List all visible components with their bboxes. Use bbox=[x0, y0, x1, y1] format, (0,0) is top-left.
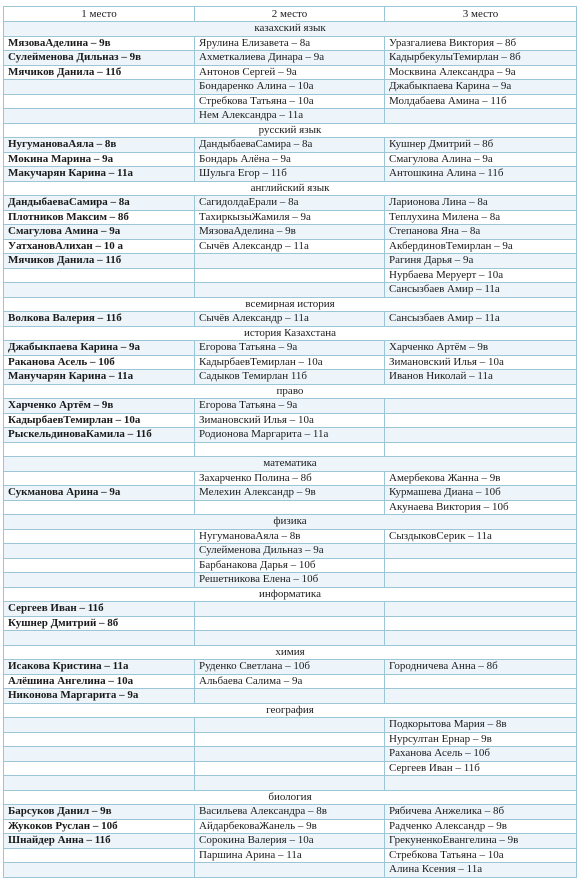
first-place-cell: ДандыбаеваСамира – 8а bbox=[4, 196, 195, 211]
third-place-cell: Нурсултан Ернар – 9в bbox=[385, 732, 577, 747]
second-place-cell: ТахиркызыЖамиля – 9а bbox=[195, 210, 385, 225]
third-place-cell: Подкорытова Мария – 8в bbox=[385, 718, 577, 733]
first-place-cell: Барсуков Данил – 9в bbox=[4, 805, 195, 820]
first-place-cell bbox=[4, 776, 195, 791]
table-row bbox=[4, 776, 577, 791]
third-place-cell: Раханова Асель – 10б bbox=[385, 747, 577, 762]
first-place-cell: УатхановАлихан – 10 а bbox=[4, 239, 195, 254]
second-place-cell: Ярулина Елизавета – 8а bbox=[195, 36, 385, 51]
third-place-cell bbox=[385, 602, 577, 617]
first-place-cell bbox=[4, 471, 195, 486]
third-place-cell: Нурбаева Меруерт – 10а bbox=[385, 268, 577, 283]
table-row bbox=[4, 36, 577, 51]
second-place-cell: Альбаева Салима – 9а bbox=[195, 674, 385, 689]
table-row bbox=[4, 674, 577, 689]
third-place-cell: Теплухина Милена – 8а bbox=[385, 210, 577, 225]
results-table-body bbox=[4, 7, 577, 878]
results-document bbox=[3, 6, 577, 878]
subject-title: информатика bbox=[4, 587, 577, 602]
table-row bbox=[4, 355, 577, 370]
second-place-cell: МязоваАделина – 9в bbox=[195, 225, 385, 240]
subject-title: физика bbox=[4, 515, 577, 530]
table-row bbox=[4, 341, 577, 356]
first-place-cell bbox=[4, 283, 195, 298]
second-place-cell: НугумановаАяла – 8в bbox=[195, 529, 385, 544]
second-place-cell bbox=[195, 631, 385, 646]
third-place-cell: Городничева Анна – 8б bbox=[385, 660, 577, 675]
first-place-cell: Смагулова Амина – 9а bbox=[4, 225, 195, 240]
table-row bbox=[4, 413, 577, 428]
table-row bbox=[4, 500, 577, 515]
subject-title: химия bbox=[4, 645, 577, 660]
second-place-cell: СагидолдаЕрали – 8а bbox=[195, 196, 385, 211]
third-place-cell bbox=[385, 399, 577, 414]
second-place-cell: Зимановский Илья – 10а bbox=[195, 413, 385, 428]
table-row bbox=[4, 718, 577, 733]
third-place-cell: СыздыковСерик – 11а bbox=[385, 529, 577, 544]
first-place-cell bbox=[4, 761, 195, 776]
table-row bbox=[4, 819, 577, 834]
first-place-cell: Алёшина Ангелина – 10а bbox=[4, 674, 195, 689]
third-place-cell: Зимановский Илья – 10а bbox=[385, 355, 577, 370]
second-place-cell: Ахметкалиева Динара – 9а bbox=[195, 51, 385, 66]
table-row bbox=[4, 51, 577, 66]
third-place-cell: Рагиня Дарья – 9а bbox=[385, 254, 577, 269]
second-place-cell: Егорова Татьяна – 9а bbox=[195, 399, 385, 414]
third-place-cell bbox=[385, 413, 577, 428]
second-place-cell: Мелехин Александр – 9в bbox=[195, 486, 385, 501]
third-place-cell: Смагулова Алина – 9а bbox=[385, 152, 577, 167]
table-row bbox=[4, 196, 577, 211]
first-place-cell: Мячиков Данила – 11б bbox=[4, 254, 195, 269]
table-row bbox=[4, 848, 577, 863]
first-place-cell: Джабыкпаева Карина – 9а bbox=[4, 341, 195, 356]
first-place-cell bbox=[4, 109, 195, 124]
table-row bbox=[4, 616, 577, 631]
third-place-cell: Курмашева Диана – 10б bbox=[385, 486, 577, 501]
second-place-cell: Захарченко Полина – 8б bbox=[195, 471, 385, 486]
table-row bbox=[4, 631, 577, 646]
third-place-cell: Радченко Александр – 9в bbox=[385, 819, 577, 834]
subject-title: русский язык bbox=[4, 123, 577, 138]
second-place-cell: Садыков Темирлан 11б bbox=[195, 370, 385, 385]
first-place-cell: РыскельдиноваКамила – 11б bbox=[4, 428, 195, 443]
first-place-cell: Харченко Артём – 9в bbox=[4, 399, 195, 414]
table-row bbox=[4, 225, 577, 240]
table-row bbox=[4, 312, 577, 327]
first-place-cell: Жукоков Руслан – 10б bbox=[4, 819, 195, 834]
first-place-cell: Манучарян Карина – 11а bbox=[4, 370, 195, 385]
table-row bbox=[4, 471, 577, 486]
table-row bbox=[4, 529, 577, 544]
second-place-cell: ДандыбаеваСамира – 8а bbox=[195, 138, 385, 153]
subject-row bbox=[4, 457, 577, 472]
second-place-cell bbox=[195, 776, 385, 791]
third-place-cell: Алина Ксения – 11а bbox=[385, 863, 577, 878]
table-row bbox=[4, 805, 577, 820]
second-place-cell: АйдарбековаЖанель – 9в bbox=[195, 819, 385, 834]
first-place-cell bbox=[4, 863, 195, 878]
subject-row bbox=[4, 587, 577, 602]
first-place-cell: Мячиков Данила – 11б bbox=[4, 65, 195, 80]
first-place-cell: Раканова Асель – 10б bbox=[4, 355, 195, 370]
table-row bbox=[4, 732, 577, 747]
subject-title: история Казахстана bbox=[4, 326, 577, 341]
second-place-cell: Сычёв Александр – 11а bbox=[195, 239, 385, 254]
second-place-cell bbox=[195, 268, 385, 283]
first-place-cell bbox=[4, 268, 195, 283]
first-place-cell: Шнайдер Анна – 11б bbox=[4, 834, 195, 849]
first-place-cell bbox=[4, 848, 195, 863]
table-row bbox=[4, 80, 577, 95]
third-place-cell: Молдабаева Амина – 11б bbox=[385, 94, 577, 109]
first-place-cell bbox=[4, 442, 195, 457]
first-place-cell bbox=[4, 631, 195, 646]
table-row bbox=[4, 761, 577, 776]
first-place-cell: Волкова Валерия – 11б bbox=[4, 312, 195, 327]
table-row bbox=[4, 239, 577, 254]
first-place-cell: Никонова Маргарита – 9а bbox=[4, 689, 195, 704]
third-place-cell bbox=[385, 573, 577, 588]
first-place-cell bbox=[4, 500, 195, 515]
table-row bbox=[4, 268, 577, 283]
subject-row bbox=[4, 384, 577, 399]
subject-row bbox=[4, 515, 577, 530]
third-place-cell bbox=[385, 689, 577, 704]
second-place-cell bbox=[195, 442, 385, 457]
second-place-cell: Нем Александра – 11а bbox=[195, 109, 385, 124]
third-place-cell: АкбердиновТемирлан – 9а bbox=[385, 239, 577, 254]
third-place-cell: Стребкова Татьяна – 10а bbox=[385, 848, 577, 863]
subject-title: всемирная история bbox=[4, 297, 577, 312]
first-place-cell bbox=[4, 718, 195, 733]
first-place-cell: КадырбаевТемирлан – 10а bbox=[4, 413, 195, 428]
header-second-place: 2 место bbox=[195, 7, 385, 22]
third-place-cell: Ларионова Лина – 8а bbox=[385, 196, 577, 211]
subject-title: казахский язык bbox=[4, 22, 577, 37]
third-place-cell: Сансызбаев Амир – 11а bbox=[385, 283, 577, 298]
first-place-cell: Исакова Кристина – 11а bbox=[4, 660, 195, 675]
third-place-cell bbox=[385, 428, 577, 443]
second-place-cell: Антонов Сергей – 9а bbox=[195, 65, 385, 80]
olympiad-results-table bbox=[3, 6, 577, 878]
subject-title: биология bbox=[4, 790, 577, 805]
second-place-cell: Родионова Маргарита – 11а bbox=[195, 428, 385, 443]
third-place-cell: ГрекуненкоЕвангелина – 9в bbox=[385, 834, 577, 849]
subject-row bbox=[4, 326, 577, 341]
first-place-cell: Сулейменова Дильназ – 9в bbox=[4, 51, 195, 66]
second-place-cell: Бондарь Алёна – 9а bbox=[195, 152, 385, 167]
second-place-cell bbox=[195, 863, 385, 878]
second-place-cell bbox=[195, 732, 385, 747]
second-place-cell bbox=[195, 689, 385, 704]
first-place-cell: НугумановаАяла – 8в bbox=[4, 138, 195, 153]
second-place-cell bbox=[195, 500, 385, 515]
third-place-cell: Акунаева Виктория – 10б bbox=[385, 500, 577, 515]
third-place-cell bbox=[385, 616, 577, 631]
first-place-cell: Сукманова Арина – 9а bbox=[4, 486, 195, 501]
third-place-cell bbox=[385, 776, 577, 791]
header-row bbox=[4, 7, 577, 22]
third-place-cell bbox=[385, 631, 577, 646]
first-place-cell bbox=[4, 732, 195, 747]
first-place-cell: Макучарян Карина – 11а bbox=[4, 167, 195, 182]
third-place-cell: Кушнер Дмитрий – 8б bbox=[385, 138, 577, 153]
subject-row bbox=[4, 703, 577, 718]
first-place-cell: МязоваАделина – 9в bbox=[4, 36, 195, 51]
table-row bbox=[4, 167, 577, 182]
third-place-cell: Харченко Артём – 9в bbox=[385, 341, 577, 356]
first-place-cell: Сергеев Иван – 11б bbox=[4, 602, 195, 617]
third-place-cell: КадырбекулыТемирлан – 8б bbox=[385, 51, 577, 66]
third-place-cell: Степанова Яна – 8а bbox=[385, 225, 577, 240]
third-place-cell: Амербекова Жанна – 9в bbox=[385, 471, 577, 486]
second-place-cell: Бондаренко Алина – 10а bbox=[195, 80, 385, 95]
second-place-cell: Стребкова Татьяна – 10а bbox=[195, 94, 385, 109]
subject-row bbox=[4, 645, 577, 660]
table-row bbox=[4, 94, 577, 109]
table-row bbox=[4, 689, 577, 704]
first-place-cell bbox=[4, 94, 195, 109]
subject-row bbox=[4, 123, 577, 138]
second-place-cell: Барбанакова Дарья – 10б bbox=[195, 558, 385, 573]
table-row bbox=[4, 486, 577, 501]
second-place-cell: Шульга Егор – 11б bbox=[195, 167, 385, 182]
second-place-cell bbox=[195, 747, 385, 762]
table-row bbox=[4, 283, 577, 298]
second-place-cell: Решетникова Елена – 10б bbox=[195, 573, 385, 588]
second-place-cell: Васильева Александра – 8в bbox=[195, 805, 385, 820]
third-place-cell bbox=[385, 109, 577, 124]
table-row bbox=[4, 254, 577, 269]
table-row bbox=[4, 863, 577, 878]
first-place-cell bbox=[4, 544, 195, 559]
table-row bbox=[4, 747, 577, 762]
table-row bbox=[4, 138, 577, 153]
table-row bbox=[4, 544, 577, 559]
third-place-cell bbox=[385, 558, 577, 573]
subject-title: география bbox=[4, 703, 577, 718]
table-row bbox=[4, 152, 577, 167]
first-place-cell: Плотников Максим – 8б bbox=[4, 210, 195, 225]
table-row bbox=[4, 558, 577, 573]
table-row bbox=[4, 399, 577, 414]
table-row bbox=[4, 573, 577, 588]
third-place-cell: Москвина Александра – 9а bbox=[385, 65, 577, 80]
second-place-cell: Руденко Светлана – 10б bbox=[195, 660, 385, 675]
third-place-cell bbox=[385, 442, 577, 457]
subject-row bbox=[4, 297, 577, 312]
table-row bbox=[4, 210, 577, 225]
first-place-cell bbox=[4, 558, 195, 573]
first-place-cell bbox=[4, 529, 195, 544]
table-row bbox=[4, 428, 577, 443]
second-place-cell: Егорова Татьяна – 9а bbox=[195, 341, 385, 356]
subject-row bbox=[4, 790, 577, 805]
subject-row bbox=[4, 22, 577, 37]
third-place-cell: Рябичева Анжелика – 8б bbox=[385, 805, 577, 820]
subject-title: право bbox=[4, 384, 577, 399]
third-place-cell: Уразгалиева Виктория – 8б bbox=[385, 36, 577, 51]
second-place-cell: КадырбаевТемирлан – 10а bbox=[195, 355, 385, 370]
second-place-cell: Сычёв Александр – 11а bbox=[195, 312, 385, 327]
subject-title: английский язык bbox=[4, 181, 577, 196]
second-place-cell bbox=[195, 602, 385, 617]
third-place-cell: Сансызбаев Амир – 11а bbox=[385, 312, 577, 327]
first-place-cell bbox=[4, 573, 195, 588]
third-place-cell bbox=[385, 674, 577, 689]
second-place-cell: Паршина Арина – 11а bbox=[195, 848, 385, 863]
table-row bbox=[4, 109, 577, 124]
table-row bbox=[4, 660, 577, 675]
second-place-cell: Сулейменова Дильназ – 9а bbox=[195, 544, 385, 559]
table-row bbox=[4, 834, 577, 849]
subject-title: математика bbox=[4, 457, 577, 472]
second-place-cell bbox=[195, 616, 385, 631]
first-place-cell: Кушнер Дмитрий – 8б bbox=[4, 616, 195, 631]
second-place-cell bbox=[195, 718, 385, 733]
first-place-cell bbox=[4, 80, 195, 95]
first-place-cell: Мокина Марина – 9а bbox=[4, 152, 195, 167]
second-place-cell bbox=[195, 283, 385, 298]
third-place-cell: Антошкина Алина – 11б bbox=[385, 167, 577, 182]
second-place-cell bbox=[195, 761, 385, 776]
table-row bbox=[4, 370, 577, 385]
third-place-cell: Джабыкпаева Карина – 9а bbox=[385, 80, 577, 95]
table-row bbox=[4, 602, 577, 617]
third-place-cell: Сергеев Иван – 11б bbox=[385, 761, 577, 776]
table-row bbox=[4, 442, 577, 457]
second-place-cell: Сорокина Валерия – 10а bbox=[195, 834, 385, 849]
third-place-cell: Иванов Николай – 11а bbox=[385, 370, 577, 385]
first-place-cell bbox=[4, 747, 195, 762]
second-place-cell bbox=[195, 254, 385, 269]
header-first-place: 1 место bbox=[4, 7, 195, 22]
header-third-place: 3 место bbox=[385, 7, 577, 22]
table-row bbox=[4, 65, 577, 80]
subject-row bbox=[4, 181, 577, 196]
third-place-cell bbox=[385, 544, 577, 559]
